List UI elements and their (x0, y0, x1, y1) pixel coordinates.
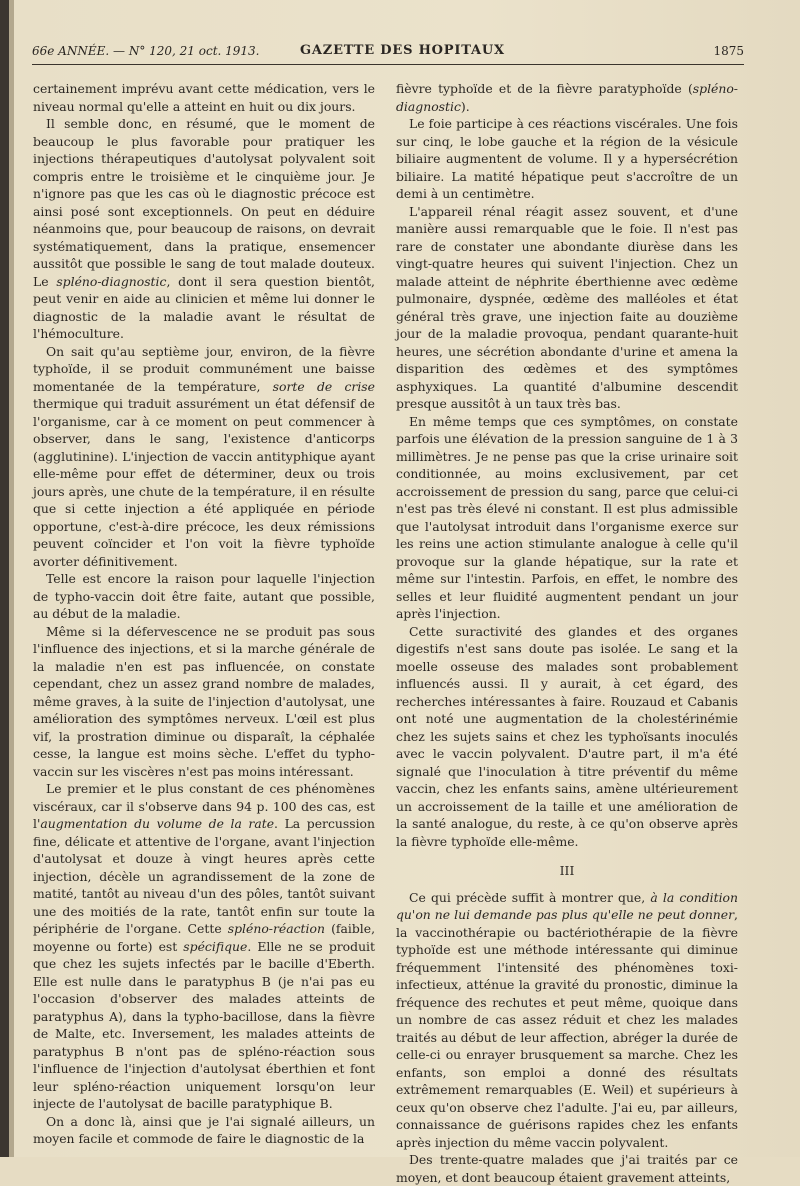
text-run: Il semble donc, en résumé, que le moment de beaucoup le plus favorable pour pratiquer les injections thérapeutiques d'autolysat polyvalent soit compris entre le troisième et le cinquième jour. Je n'ignore pas que les cas où le diagnostic précoce est ainsi posé sont exceptionnels. On peut en déduire néanmoins que, pour beaucoup de raisons, on devrait systématiquement, dans la pratique, ensemencer aussitôt que possible le sang de tout malade douteux. Le (33, 116, 375, 289)
paragraph (33, 623, 375, 781)
text-run: thermique qui traduit assurément un état défensif de l'organisme, car à ce moment on peut commencer à observer, dans le sang, l'existence d'anticorps (agglutinine). L'injection de vaccin antityphique ayant elle-même pour effet de déterminer, deux ou trois jours après, une chute de la température, il en résulte que si cette injection a été appliquée en période opportune, c'est-à-dire précoce, les deux rémissions peuvent coïncider et l'on voit la fièvre typhoïde avorter définitivement. (33, 396, 375, 569)
issue-info: 66e ANNÉE. — N° 120, 21 oct. 1913. (32, 44, 260, 58)
section-heading (396, 862, 738, 880)
text-run: On sait qu'au septième jour, environ, de la fièvre typhoïde, il se produit communément une baisse momentanée de la température, (33, 343, 375, 394)
text-run: Telle est encore la raison pour laquelle l'injection de typho-vaccin doit être faite, autant que possible, au début de la maladie. (33, 571, 375, 621)
text-run: fièvre typhoïde et de la fièvre paratyphoïde ( (396, 81, 693, 96)
paragraph (33, 343, 375, 571)
header-rule (32, 64, 744, 65)
paragraph (33, 570, 375, 623)
text-run: (faible, moyenne ou forte) est (33, 921, 376, 954)
paragraph (33, 780, 375, 1113)
binding-spine (0, 0, 9, 1157)
right-column (396, 80, 738, 1186)
paragraph (396, 889, 738, 1152)
text-run: On a donc là, ainsi que je l'ai signalé ailleurs, un moyen facile et commode de faire le diagnostic de la (33, 1113, 375, 1146)
italic-text: spléno-diagnostic (396, 81, 738, 114)
paragraph (396, 203, 738, 413)
page-header (32, 42, 744, 64)
paragraph (33, 115, 375, 343)
paragraph (33, 80, 375, 115)
italic-text: augmentation du volume de la rate (40, 816, 275, 831)
italic-text: spléno-réaction (227, 921, 325, 936)
binding-edge (9, 0, 14, 1157)
left-column (33, 80, 375, 1148)
italic-text: spécifique (183, 938, 248, 954)
text-run: Le premier et le plus constant de ces phénomènes viscéraux, car il s'observe dans 94 p. 100 des cas, est l' (33, 781, 375, 831)
paragraph (396, 623, 738, 851)
text-run: Même si la défervescence ne se produit pas sous l'influence des injections, et si la marche générale de la maladie n'en est pas influencée, on constate cependant, chez un assez grand nombre de malades, même graves, à la suite de l'injection d'autolysat, une amélioration des symptômes nerveux. L'œil est plus vif, la prostration diminue ou disparaît, la céphalée cesse, la langue est moins sèche. L'effet du typho-vaccin sur les viscères n'est pas moins intéressant. (33, 623, 375, 779)
text-run: Des trente-quatre malades que j'ai traités par ce moyen, et dont beaucoup étaient gravement atteints, (396, 1152, 738, 1185)
text-run: III (559, 863, 575, 878)
page-number: 1875 (713, 44, 744, 58)
italic-text: sorte de crise (272, 378, 375, 394)
italic-text: à la condition qu'on ne lui demande pas plus qu'elle ne peut donner (396, 889, 738, 922)
text-run: certainement imprévu avant cette médication, vers le niveau normal qu'elle a atteint en huit ou dix jours. (33, 81, 375, 114)
text-run: , dont il sera question bientôt, peut venir en aide au clinicien et même lui donner le diagnostic de la maladie avant le résultat de l'hémoculture. (33, 273, 375, 341)
text-run: L'appareil rénal réagit assez souvent, et d'une manière aussi remarquable que le foie. Il n'est pas rare de constater une abondante diurèse dans les vingt-quatre heures qui suivent l'injection. Chez un malade atteint de néphrite éberthienne avec œdème pulmonaire, dyspnée, œdème des malléoles et état général très grave, une injection faite au douzième jour de la maladie provoqua, pendant quarante-huit heures, une sécrétion abondante d'urine et amena la disparition des œdèmes et des symptômes asphyxiques. La quantité d'albumine descendit presque aussitôt à un taux très bas. (396, 203, 738, 411)
italic-text: spléno-diagnostic (56, 273, 167, 289)
journal-title: GAZETTE DES HOPITAUX (300, 43, 505, 58)
text-run: Ce qui précède suffit à montrer que, (409, 889, 651, 905)
text-run: . La percussion fine, délicate et attentive de l'organe, avant l'injection d'autolysat et douze à vingt heures après cette injection, décèle un agrandissement de la zone de matité, tantôt au niveau d'un des pôles, tantôt suivant une des moitiés de la rate, tantôt enfin sur toute la périphérie de l'organe. Cette (33, 816, 375, 936)
text-run: Cette suractivité des glandes et des organes digestifs n'est sans doute pas isolée. Le sang et la moelle osseuse des malades sont probablement influencés aussi. Il y aurait, à cet égard, des recherches intéressantes à faire. Rouzaud et Cabanis ont noté une augmentation de la cholestérinémie chez les sujets sains et chez les typhoïsants inoculés avec le vaccin polyvalent. D'autre part, il m'a été signalé que l'inoculation à titre préventif du même vaccin, chez les enfants sains, amène ultérieurement un accroissement de la taille et une amélioration de la santé analogue, du reste, à ce qu'on observe après la fièvre typhoïde elle-même. (396, 623, 738, 849)
text-run: Le foie participe à ces réactions viscérales. Une fois sur cinq, le lobe gauche et la région de la vésicule biliaire augmentent de volume. Il y a hypersécrétion biliaire. La matité hépatique peut s'accroître de un demi à un centimètre. (396, 116, 738, 201)
text-run: En même temps que ces symptômes, on constate parfois une élévation de la pression sanguine de 1 à 3 millimètres. Je ne pense pas que la crise urinaire soit conditionnée, au moins exclusivement, par cet accroissement de pression du sang, parce que celui-ci n'est pas très élevé ni constant. Il est plus admissible que l'autolysat introduit dans l'organisme exerce sur les reins une action stimulante analogue à celle qu'il provoque sur la glande hépatique, sur la rate et même sur l'intestin. Parfois, en effet, le nombre des selles et leur fluidité augmentent pendant un jour après l'injection. (396, 413, 738, 621)
text-run: ). (460, 98, 470, 114)
text-run: . Elle ne se produit que chez les sujets infectés par le bacille d'Eberth. Elle est nulle dans le paratyphus B (je n'ai pas eu l'occasion d'observer des malades atteints de paratyphus A), dans la typho-bacillose, dans la fièvre de Malte, etc. Inversement, les malades atteints de paratyphus B n'ont pas de spléno-réaction sous l'influence de l'injection d'autolysat éberthien et font leur spléno-réaction uniquement lorsqu'on leur injecte de l'autolysat de bacille paratyphique B. (33, 938, 375, 1111)
paragraph (396, 115, 738, 203)
paragraph (396, 413, 738, 623)
paragraph (396, 80, 738, 115)
paragraph (396, 1151, 738, 1186)
paragraph (33, 1113, 375, 1148)
text-run: , la vaccinothérapie ou bactériothérapie de la fièvre typhoïde est une méthode intéressante qui diminue fréquemment l'intensité des phénomènes toxi-infectieux, atténue la gravité du pronostic, diminue la fréquence des rechutes et peut même, quoique dans un nombre de cas assez réduit et chez les malades traités au début de leur affection, abréger la durée de celle-ci ou enrayer brusquement sa marche. Chez les enfants, son emploi a donné des résultats extrêmement remarquables (E. Weil) et supérieurs à ceux qu'on observe chez l'adulte. J'ai eu, par ailleurs, connaissance de guérisons rapides chez les enfants après injection du même vaccin polyvalent. (396, 907, 738, 1150)
